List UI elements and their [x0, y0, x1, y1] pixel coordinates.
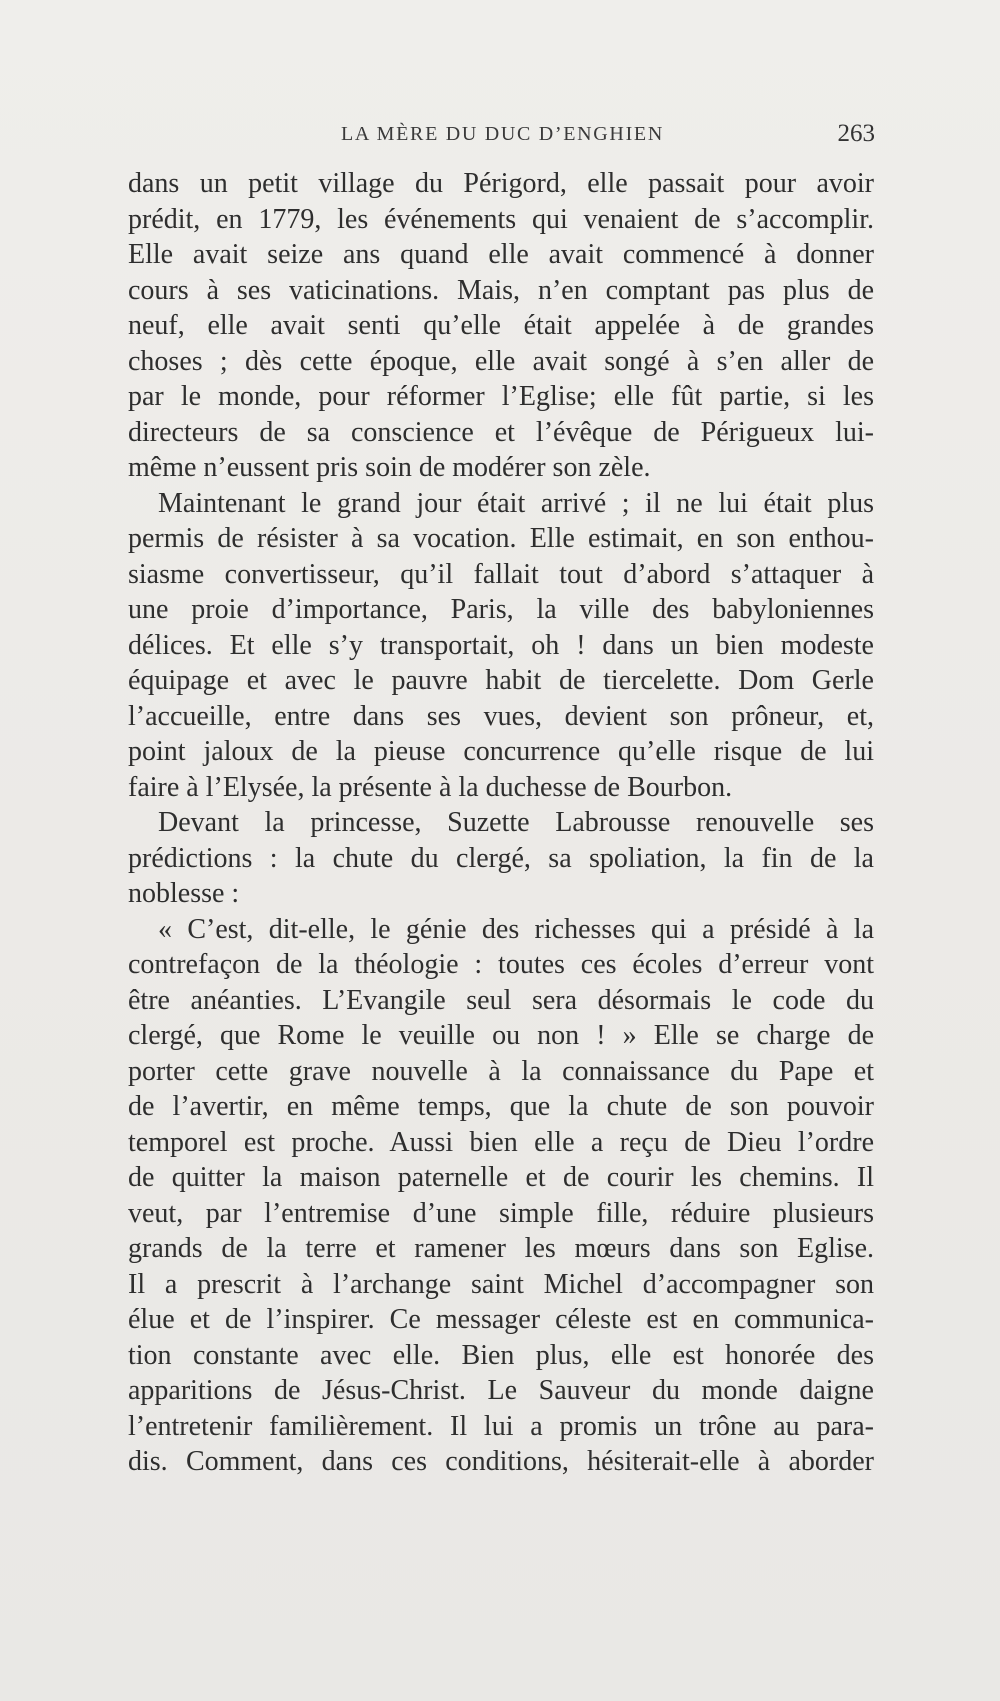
text-line: faire à l’Elysée, la présente à la duchesse de Bourbon.	[128, 771, 733, 803]
text-line: veut, par l’entremise d’une simple fille, réduire plusieurs	[128, 1197, 874, 1229]
text-line: permis de résister à sa vocation. Elle estimait, en son enthou-	[128, 523, 874, 554]
text-line: temporel est proche. Aussi bien elle a reçu de Dieu l’ordre	[128, 1126, 874, 1158]
text-line: « C’est, dit-elle, le génie des richesses qui a présidé à la	[158, 913, 874, 945]
text-line: point jaloux de la pieuse concurrence qu’elle risque de lui	[128, 736, 874, 767]
text-line: siasme convertisseur, qu’il fallait tout d’abord s’attaquer à	[128, 558, 874, 590]
text-line: équipage et avec le pauvre habit de tiercelette. Dom Gerle	[128, 665, 874, 696]
text-line: délices. Et elle s’y transportait, oh ! dans un bien modeste	[128, 629, 874, 661]
text-line: contrefaçon de la théologie : toutes ces écoles d’erreur vont	[128, 949, 874, 980]
text-line: tion constante avec elle. Bien plus, elle est honorée des	[128, 1339, 874, 1371]
text-line: Devant la princesse, Suzette Labrousse renouvelle ses	[158, 807, 874, 838]
text-line: de l’avertir, en même temps, que la chute de son pouvoir	[128, 1091, 874, 1122]
text-line: Maintenant le grand jour était arrivé ; il ne lui était plus	[158, 487, 874, 519]
text-line: clergé, que Rome le veuille ou non ! » Elle se charge de	[128, 1020, 874, 1051]
text-line: directeurs de sa conscience et l’évêque de Périgueux lui-	[128, 416, 874, 448]
text-line: noblesse :	[128, 878, 240, 909]
text-line: grands de la terre et ramener les mœurs dans son Eglise.	[128, 1233, 874, 1264]
text-line: élue et de l’inspirer. Ce messager céleste est en communica-	[128, 1304, 874, 1335]
text-line: Elle avait seize ans quand elle avait commencé à donner	[128, 239, 874, 270]
text-line: dis. Comment, dans ces conditions, hésiterait-elle à aborder	[128, 1446, 874, 1477]
text-line: de quitter la maison paternelle et de courir les chemins. Il	[128, 1162, 874, 1193]
text-line: neuf, elle avait senti qu’elle était appelée à de grandes	[128, 310, 874, 341]
text-line: l’accueille, entre dans ses vues, devient son prôneur, et,	[128, 700, 874, 732]
page-header	[130, 121, 875, 147]
body-text	[128, 166, 874, 1480]
text-line: par le monde, pour réformer l’Eglise; elle fût partie, si les	[128, 381, 874, 412]
text-line: dans un petit village du Périgord, elle passait pour avoir	[128, 168, 874, 199]
text-line: choses ; dès cette époque, elle avait songé à s’en aller de	[128, 345, 874, 377]
text-line: prédit, en 1779, les événements qui venaient de s’accomplir.	[128, 203, 874, 235]
text-line: porter cette grave nouvelle à la connaissance du Pape et	[128, 1055, 874, 1087]
text-line: Il a prescrit à l’archange saint Michel d’accompagner son	[128, 1268, 874, 1300]
text-line: même n’eussent pris soin de modérer son zèle.	[128, 452, 651, 483]
text-line: apparitions de Jésus-Christ. Le Sauveur du monde daigne	[128, 1375, 874, 1406]
page-number: 263	[837, 120, 875, 147]
text-line: une proie d’importance, Paris, la ville des babyloniennes	[128, 594, 874, 625]
running-title: LA MÈRE DU DUC D’ENGHIEN	[341, 122, 664, 145]
text-line: cours à ses vaticinations. Mais, n’en comptant pas plus de	[128, 274, 874, 306]
text-line: être anéanties. L’Evangile seul sera désormais le code du	[128, 984, 874, 1016]
text-line: l’entretenir familièrement. Il lui a promis un trône au para-	[128, 1410, 874, 1442]
text-line: prédictions : la chute du clergé, sa spoliation, la fin de la	[128, 842, 874, 874]
